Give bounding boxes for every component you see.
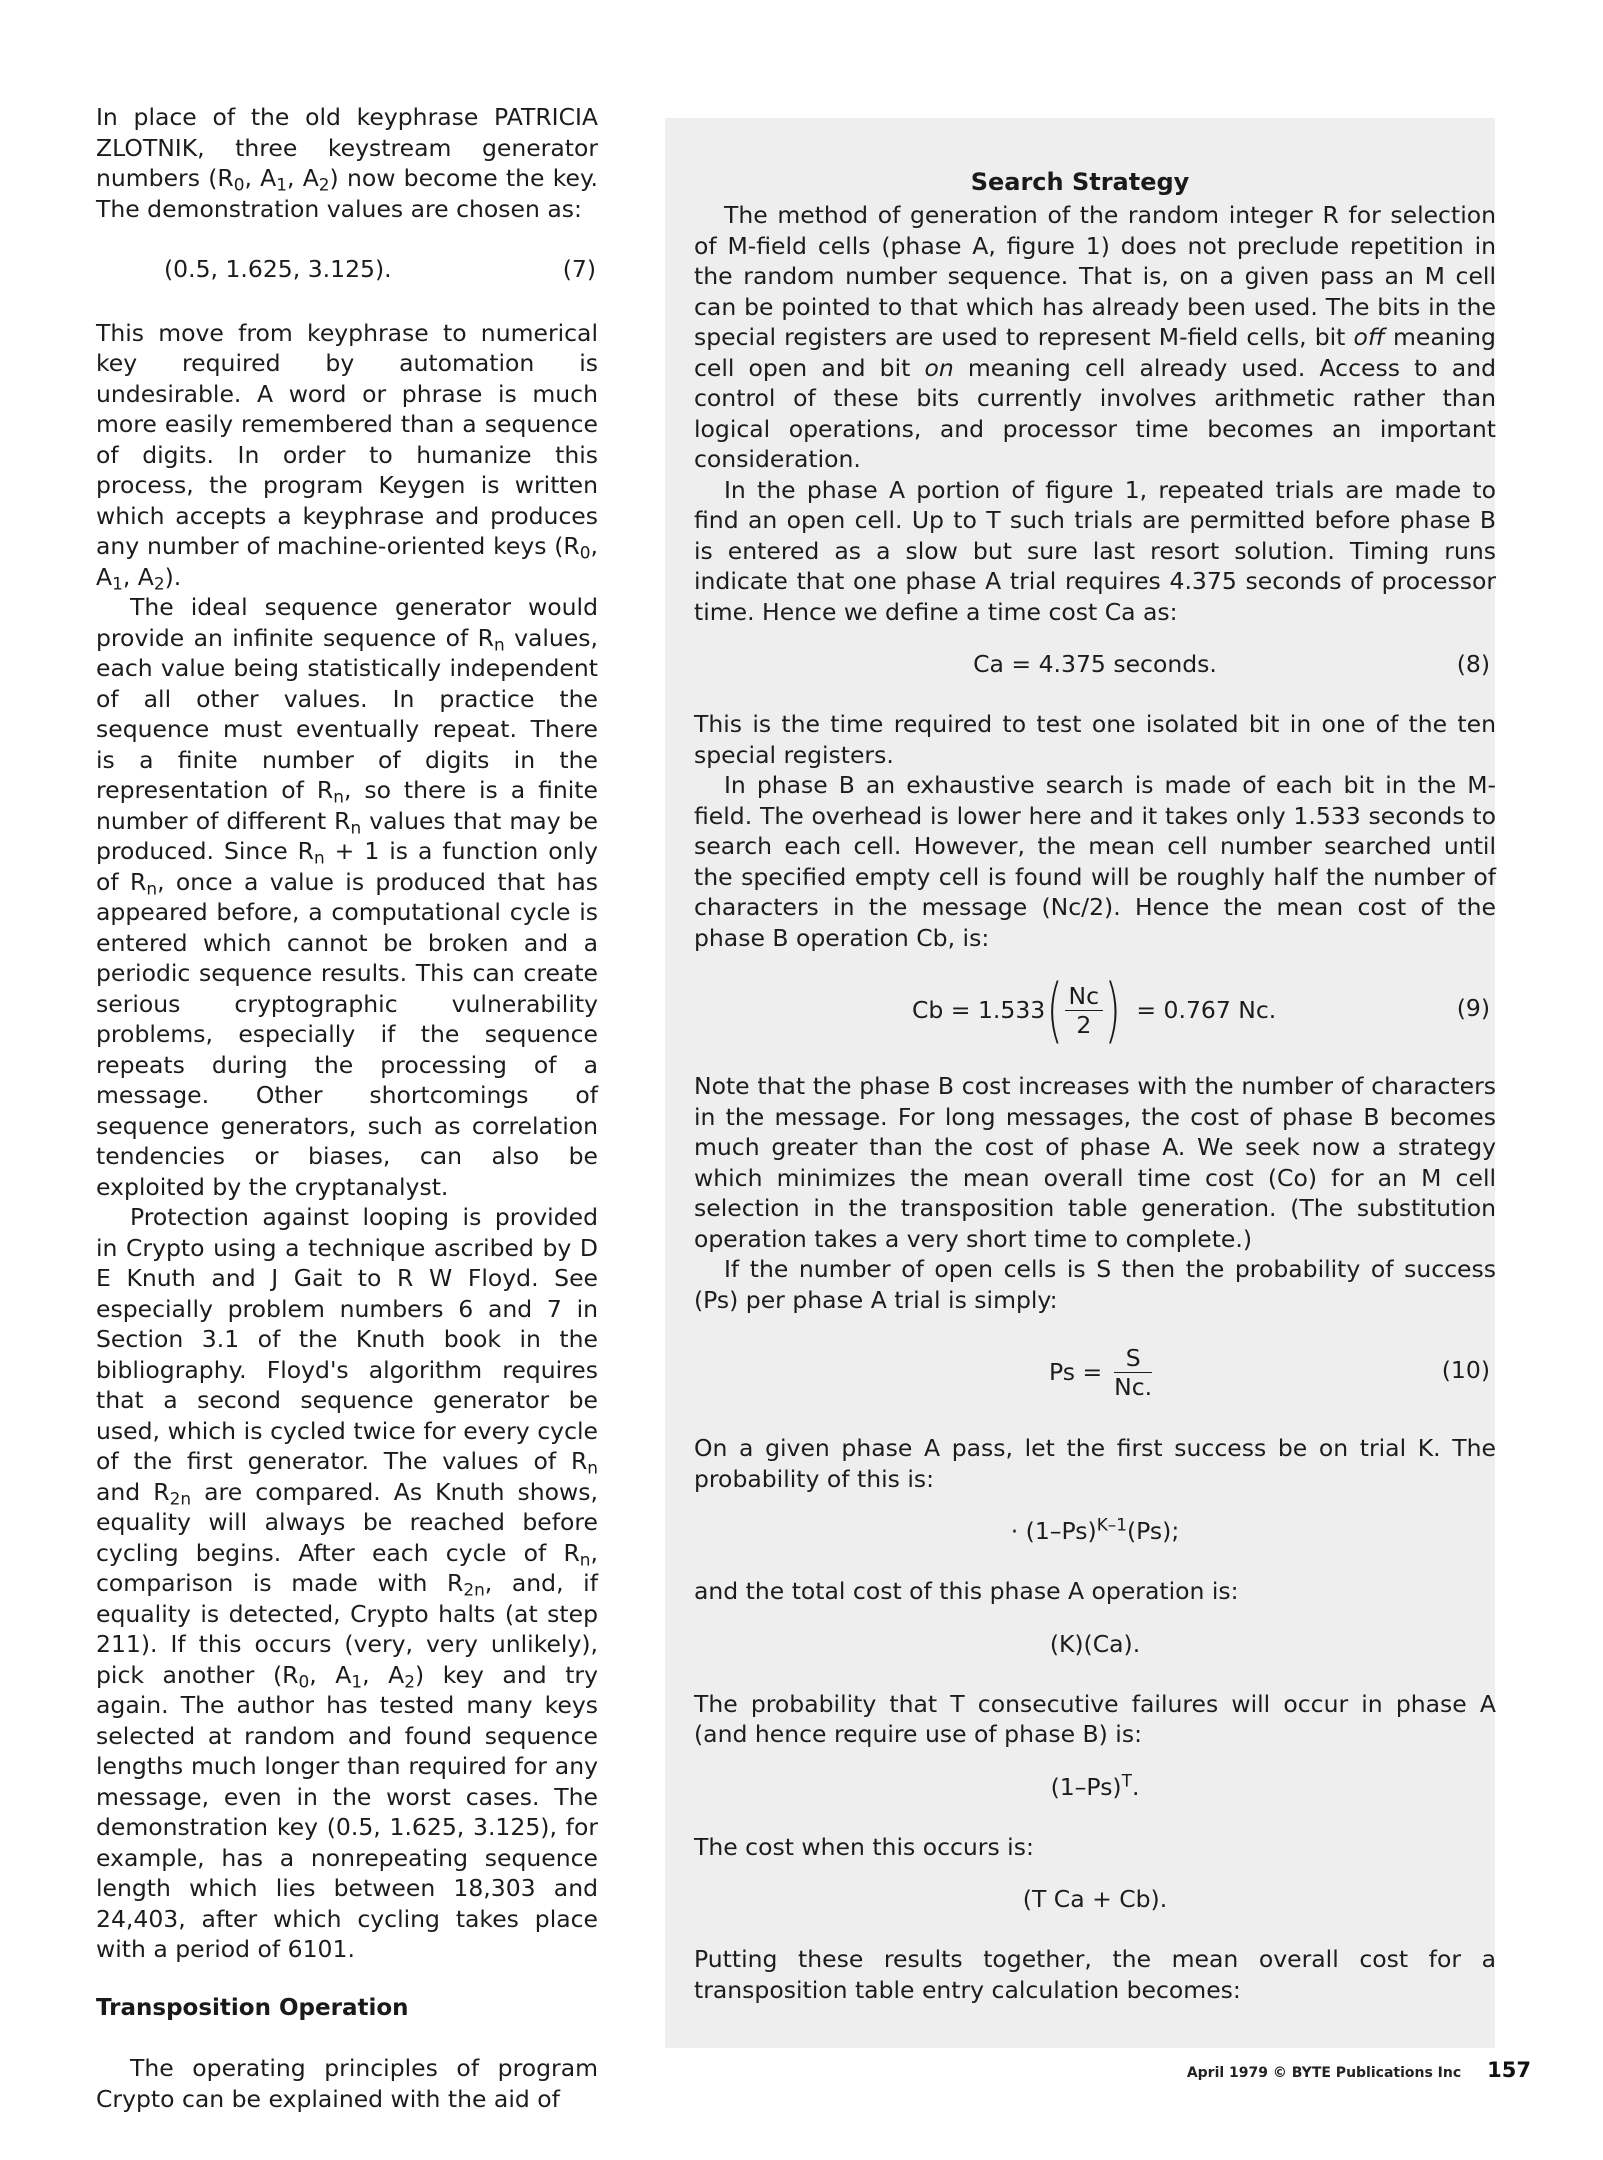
paragraph: In phase B an exhaustive search is made of each bit in the M-field. The overhead is lower here and it takes only 1.533 seconds to search each cell. However, the mean cell number searched until the specified empty cell is found will be roughly half the number of characters in the message (Nc/2). Hence the mean cost of the phase B operation Cb, is: <box>694 771 1496 952</box>
equation-expression <box>912 969 1276 1051</box>
issue-credit: April 1979 © BYTE Publications Inc <box>1186 2065 1462 2081</box>
sidebar-content <box>694 200 1496 2005</box>
expression-cost <box>694 1629 1496 1665</box>
equation-9 <box>694 969 1496 1051</box>
paragraph: If the number of open cells is S then the probability of success (Ps) per phase A trial is simply: <box>694 1255 1496 1314</box>
paragraph: The method of generation of the random integer R for selection of M-field cells (phase A, figure 1) does not preclude repetition in the random number sequence. That is, on a given pass an M cell can be pointed to that which has already been used. The bits in the special registers are used to represent M-field cells, bit off meaning cell open and bit on meaning cell already used. Access to and control of these bits currently involves arithmetic rather than logical operations, and processor time becomes an important consideration. <box>694 201 1497 473</box>
expression: $(1-Ps)^T$. <box>1050 1770 1140 1801</box>
fraction-denominator: Nc. <box>1114 1372 1153 1401</box>
equation-expression: Ca = 4.375 seconds. <box>973 650 1217 678</box>
expression-failure <box>694 1772 1496 1808</box>
fraction <box>1065 982 1104 1039</box>
paragraph: The ideal sequence generator would provide an infinite sequence of $R_n$ values, each value being statistically independent of all other values. In practice the sequence must eventually repeat. There is a finite number of digits in the representation of $R_n$, so there is a finite number of different $R_n$ values that may be produced. Since $R_n + 1$ is a function only of $R_n$, once a value is produced that has appeared before, a computational cycle is entered which cannot be broken and a periodic sequence results. This can create serious cryptographic vulnerability problems, especially if the sequence repeats during the processing of a message. Other shortcomings of sequence generators, such as correlation tendencies or biases, can also be exploited by the cryptanalyst. <box>96 593 598 1201</box>
expression-total-cost <box>694 1884 1496 1920</box>
fraction-numerator: Nc <box>1065 982 1104 1011</box>
paragraph: This is the time required to test one isolated bit in one of the ten special registers. <box>694 710 1496 769</box>
equation-lhs: Ps = <box>1049 1357 1103 1386</box>
paragraph: The operating principles of program Crypto can be explained with the aid of <box>96 2054 598 2113</box>
paragraph: Protection against looping is provided in Crypto using a technique ascribed by D E Knuth and J Gait to R W Floyd. See especially problem numbers 6 and 7 in Section 3.1 of the Knuth book in the bibliography. Floyd's algorithm requires that a second sequence generator be used, which is cycled twice for every cycle of the first generator. The values of $R_n$ and $R_{2n}$ are compared. As Knuth shows, equality will always be reached before cycling begins. After each cycle of $R_n$, comparison is made with $R_{2n}$, and, if equality is detected, Crypto halts (at step 211). If this occurs (very, very unlikely), pick another ($R_0$, $A_1$, $A_2$) key and try again. The author has tested many keys selected at random and found sequence lengths much longer than required for any message, even in the worst cases. The demonstration key (0.5, 1.625, 3.125), for example, has a nonrepeating sequence length which lies between 18,303 and 24,403, after which cycling takes place with a period of 6101. <box>96 1203 598 1963</box>
expression: (K)(Ca). <box>1049 1629 1141 1658</box>
right-paren: ) <box>1104 969 1121 1051</box>
fraction-denominator: 2 <box>1076 1010 1092 1039</box>
expression: (T Ca + Cb). <box>1022 1885 1168 1913</box>
equation-7 <box>96 254 598 285</box>
left-column <box>96 102 598 2114</box>
paragraph: The probability that T consecutive failures will occur in phase A (and hence require use of phase B) is: <box>694 1689 1496 1748</box>
fraction <box>1114 1344 1152 1401</box>
section-heading: Transposition Operation <box>96 1994 409 2021</box>
equation-lhs: Cb = 1.533 <box>912 995 1046 1024</box>
paragraph: Putting these results together, the mean overall cost for a transposition table entry calculation becomes: <box>694 1945 1496 2004</box>
paragraph: In place of the old keyphrase PATRICIA ZLOTNIK, three keystream generator numbers ($R_0$, $A_1$, $A_2$) now become the key. The demonstration values are chosen as: <box>96 103 598 223</box>
expression-probability <box>694 1516 1496 1552</box>
equation-8 <box>694 649 1496 685</box>
left-paren: ( <box>1046 969 1064 1051</box>
equation-number: (8) <box>1456 650 1490 678</box>
equation-number: (10) <box>1441 1356 1490 1384</box>
sidebar-title: Search Strategy <box>970 168 1190 196</box>
paragraph: In the phase A portion of figure 1, repeated trials are made to find an open cell. Up to T such trials are permitted before phase B is entered as a slow but sure last resort solution. Timing runs indicate that one phase A trial requires 4.375 seconds of processor time. Hence we define a time cost Ca as: <box>694 475 1496 626</box>
expression: · $(1-Ps)^{K-1}(Ps)$; <box>1010 1514 1180 1545</box>
paragraph: This move from keyphrase to numerical key required by automation is undesirable. A word or phrase is much more easily remembered than a sequence of digits. In order to humanize this process, the program Keygen is written which accepts a keyphrase and produces any number of machine-oriented keys ($R_0$, $A_1$, $A_2$). <box>96 318 598 594</box>
paragraph: On a given phase A pass, let the first success be on trial K. The probability of this is: <box>694 1434 1496 1493</box>
equation-expression: (0.5, 1.625, 3.125). <box>164 255 392 283</box>
page-footer <box>1187 2058 1531 2082</box>
equation-rhs: = 0.767 Nc. <box>1136 995 1277 1024</box>
page-number: 157 <box>1487 2058 1531 2082</box>
fraction-numerator: S <box>1114 1344 1152 1373</box>
equation-10 <box>694 1331 1496 1413</box>
equation-expression <box>1049 1331 1152 1413</box>
paragraph: The cost when this occurs is: <box>694 1832 1034 1861</box>
equation-number: (7) <box>562 255 596 283</box>
paragraph: and the total cost of this phase A operation is: <box>694 1577 1239 1605</box>
paragraph: Note that the phase B cost increases with the number of characters in the message. For long messages, the cost of phase B becomes much greater than the cost of phase A. We seek now a strategy which minimizes the mean overall time cost (Co) for an M cell selection in the transposition table generation. (The substitution operation takes a very short time to complete.) <box>694 1072 1496 1253</box>
equation-number: (9) <box>1456 994 1490 1022</box>
